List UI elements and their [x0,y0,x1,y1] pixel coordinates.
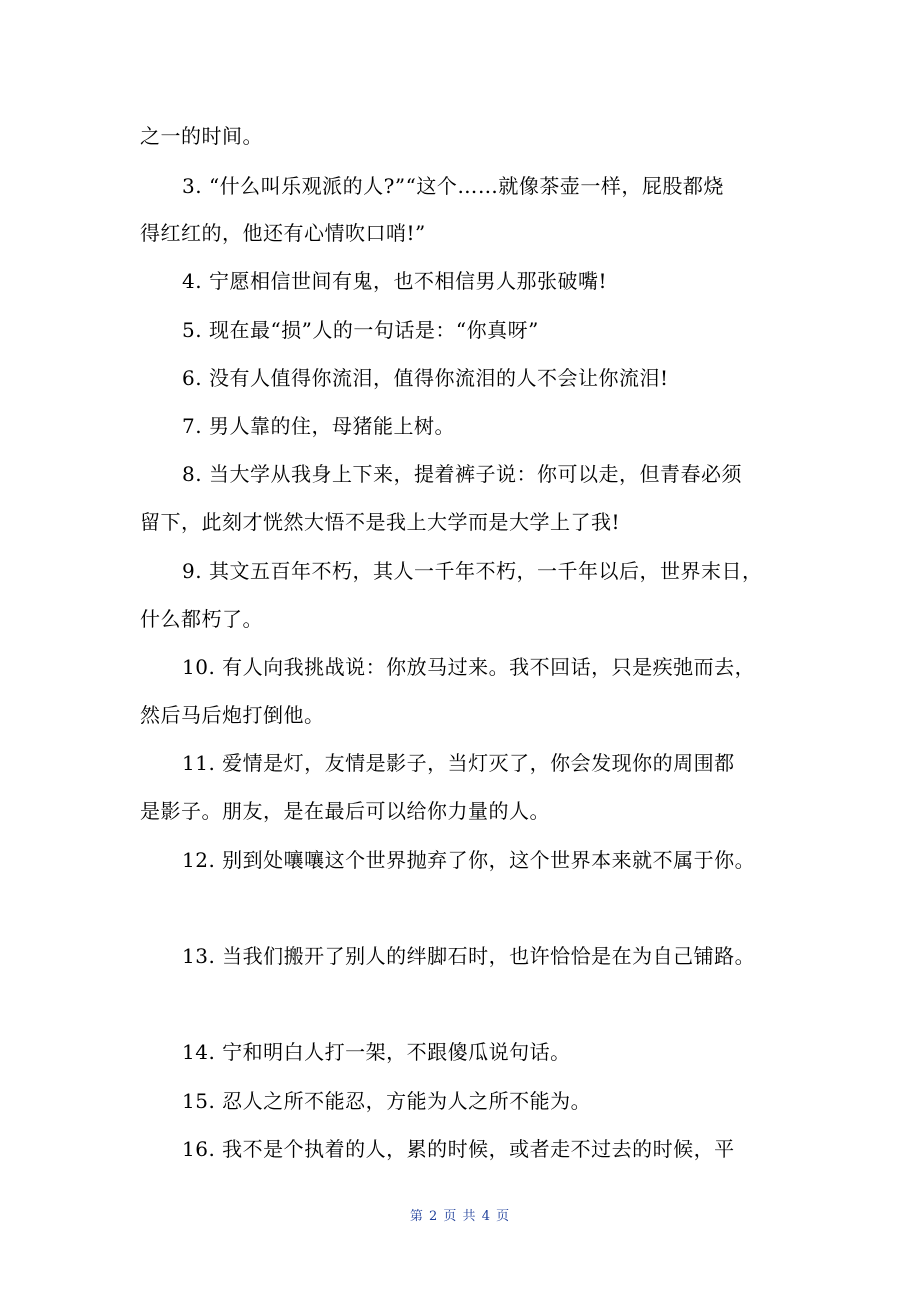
text-line-19: 15. 忍人之所不能忍，方能为人之所不能为。 [182,1089,592,1113]
text-line-20: 16. 我不是个执着的人，累的时候，或者走不过去的时候，平 [182,1137,735,1161]
text-line-17: 13. 当我们搬开了别人的绊脚石时，也许恰恰是在为自己铺路。 [182,944,756,968]
text-line-7: 7. 男人靠的住，母猪能上树。 [182,414,455,438]
text-line-11: 什么都朽了。 [140,607,263,631]
text-line-6: 6. 没有人值得你流泪，值得你流泪的人不会让你流泪! [182,366,669,390]
text-line-18: 14. 宁和明白人打一架，不跟傻瓜说句话。 [182,1040,571,1064]
text-line-12: 10. 有人向我挑战说：你放马过来。我不回话，只是疾弛而去， [182,655,756,679]
text-line-14: 11. 爱情是灯，友情是影子，当灯灭了，你会发现你的周围都 [182,751,735,775]
text-line-9: 留下，此刻才恍然大悟不是我上大学而是大学上了我! [140,510,621,534]
text-line-1: 之一的时间。 [140,124,263,148]
text-line-15: 是影子。朋友，是在最后可以给你力量的人。 [140,799,550,823]
page-number-footer: 第 2 页 共 4 页 [409,1209,511,1224]
text-line-10: 9. 其文五百年不朽，其人一千年不朽，一千年以后，世界末日， [182,559,763,583]
text-line-13: 然后马后炮打倒他。 [140,703,325,727]
text-line-5: 5. 现在最“损”人的一句话是：“你真呀” [182,318,539,342]
text-line-2: 3. “什么叫乐观派的人?”“这个……就像茶壶一样，屁股都烧 [182,174,724,198]
text-line-16: 12. 别到处嚷嚷这个世界抛弃了你，这个世界本来就不属于你。 [182,848,756,872]
text-line-3: 得红红的，他还有心情吹口哨!” [140,221,426,245]
text-line-8: 8. 当大学从我身上下来，提着裤子说：你可以走，但青春必须 [182,462,742,486]
text-line-4: 4. 宁愿相信世间有鬼，也不相信男人那张破嘴! [182,269,607,293]
